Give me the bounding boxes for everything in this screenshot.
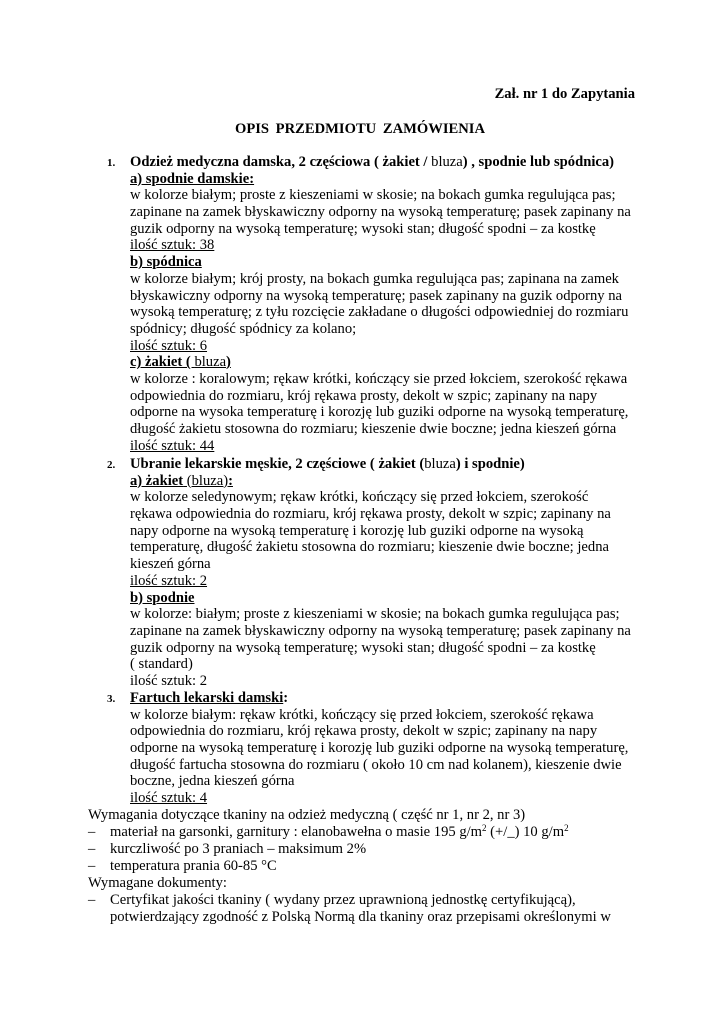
desc-line: ( standard) xyxy=(130,656,193,673)
desc-line: napy odporne na wysoką temperaturę i korozję lub guziki odporne na wysoką xyxy=(130,522,584,539)
section-label-a: a) spodnie damskie: xyxy=(130,170,255,187)
item-content xyxy=(130,154,640,454)
desc-line: zapinane na zamek błyskawiczny odporny na wysoką temperaturę; pasek zapinany na xyxy=(130,204,631,221)
desc-line: w kolorze seledynowym; rękaw krótki, kończący się przed łokciem, szerokość xyxy=(130,489,589,506)
dash-bullet: – xyxy=(88,892,96,908)
dash-bullet: – xyxy=(88,841,96,857)
desc-line: w kolorze : koralowym; rękaw krótki, kończący sie przed łokciem, szerokość rękawa xyxy=(130,370,628,387)
item-content xyxy=(130,690,640,807)
desc-line: guzik odporny na wysoką temperaturę; wysoki stan; długość spodni – za kostkę xyxy=(130,220,596,237)
desc-line: w kolorze białym; krój prosty, na bokach gumka regulująca pas; zapinana na zamek xyxy=(130,270,619,287)
desc-line: spódnicy; długość spódnicy za kolano; xyxy=(130,320,357,337)
requirement-material: materiał na garsonki, garnitury : elanobawełna o masie 195 $g/m^2$ (+/_) 10 $g/m^2$ xyxy=(110,823,569,840)
quantity-line: ilość sztuk: 44 xyxy=(130,437,215,454)
document-certificate-line: Certyfikat jakości tkaniny ( wydany przez uprawnioną jednostkę certyfikującą), xyxy=(110,892,576,908)
document-certificate-line: potwierdzający zgodność z Polską Normą dla tkaniny oraz przepisami określonymi w xyxy=(110,909,611,925)
title-text: OPIS PRZEDMIOTU ZAMÓWIENIA xyxy=(234,121,486,137)
desc-line: guzik odporny na wysoką temperaturę; wysoki stan; długość spodni – za kostkę xyxy=(130,639,596,656)
desc-line: w kolorze białym; proste z kieszeniami w skosie; na bokach gumka regulująca pas; xyxy=(130,187,616,204)
documents-heading: Wymagane dokumenty: xyxy=(88,875,227,891)
item-heading: Odzież medyczna damska, 2 częściowa ( żakiet / bluza) , spodnie lub spódnica) xyxy=(130,154,615,170)
document-title xyxy=(0,121,724,138)
item-number: 1. xyxy=(107,157,116,169)
section-label-a: a) żakiet (bluza): xyxy=(130,472,233,489)
desc-line: długość żakietu stosowna do rozmiaru; kieszenie dwie boczne; jedna kieszeń górna xyxy=(130,421,617,437)
desc-line: długość fartucha stosowna do rozmiaru ( około 10 cm nad kolanem), kieszenie dwie xyxy=(130,756,622,773)
quantity-line: ilość sztuk: 2 xyxy=(130,572,208,589)
dash-bullet: – xyxy=(88,858,96,874)
section-label-b: b) spodnie xyxy=(130,589,195,606)
requirements-heading: Wymagania dotyczące tkaniny na odzież medyczną ( część nr 1, nr 2, nr 3) xyxy=(88,807,526,823)
quantity-line: ilość sztuk: 2 xyxy=(130,672,208,689)
quantity-line: ilość sztuk: 4 xyxy=(130,790,208,807)
quantity-line: ilość sztuk: 6 xyxy=(130,337,208,354)
item-heading: Ubranie lekarskie męskie, 2 częściowe ( żakiet (bluza) i spodnie) xyxy=(130,456,525,472)
item-number: 3. xyxy=(107,693,116,705)
desc-line: odpowiednia do rozmiaru, krój rękawa prosty, dekolt w szpic; zapinany na napy xyxy=(130,723,598,740)
desc-line: odpowiednia do rozmiaru, krój rękawa prosty, dekolt w szpic; zapinany na napy xyxy=(130,387,598,404)
desc-line: zapinane na zamek błyskawiczny odporny na wysoką temperaturę; pasek zapinany na xyxy=(130,622,631,639)
desc-line: wysoką temperaturę; z tyłu rozcięcie zakładane o długości odpowiedniej do rozmiaru xyxy=(130,304,629,321)
desc-line: boczne, jedna kieszeń górna xyxy=(130,773,295,790)
desc-line: w kolorze białym: rękaw krótki, kończący się przed łokciem, szerokość rękawa xyxy=(130,706,594,723)
desc-line: odporne na wysoką temperaturę i korozję lub guziki odporne na wysoką temperaturę, xyxy=(130,740,629,757)
dash-bullet: – xyxy=(88,824,96,840)
annex-label: Zał. nr 1 do Zapytania xyxy=(494,86,635,102)
item-number: 2. xyxy=(107,459,116,471)
desc-line: kieszeń górna xyxy=(130,556,211,573)
desc-line: błyskawiczny odporny na wysoką temperaturę; pasek zapinany na guzik odporny na xyxy=(130,287,622,304)
item-content xyxy=(130,456,640,690)
desc-line: temperaturę, długość żakietu stosowna do rozmiaru; kieszenie dwie boczne; jedna xyxy=(130,539,609,556)
desc-line: rękawa odpowiednia do rozmiaru, krój rękawa prosty, dekolt w szpic; zapinany na xyxy=(130,506,611,523)
requirement-shrinkage: kurczliwość po 3 praniach – maksimum 2% xyxy=(110,841,367,857)
section-label-c: c) żakiet ( bluza) xyxy=(130,354,231,371)
section-label-b: b) spódnica xyxy=(130,254,202,271)
quantity-line: ilość sztuk: 38 xyxy=(130,237,215,254)
desc-line: odporne na wysoka temperaturę i korozję lub guziki odporne na wysoką temperaturę, xyxy=(130,404,629,421)
desc-line: w kolorze: białym; proste z kieszeniami w skosie; na bokach gumka regulująca pas; xyxy=(130,606,620,623)
requirement-wash-temperature: temperatura prania 60-85 °C xyxy=(110,858,277,874)
item-heading: Fartuch lekarski damski: xyxy=(130,690,289,706)
